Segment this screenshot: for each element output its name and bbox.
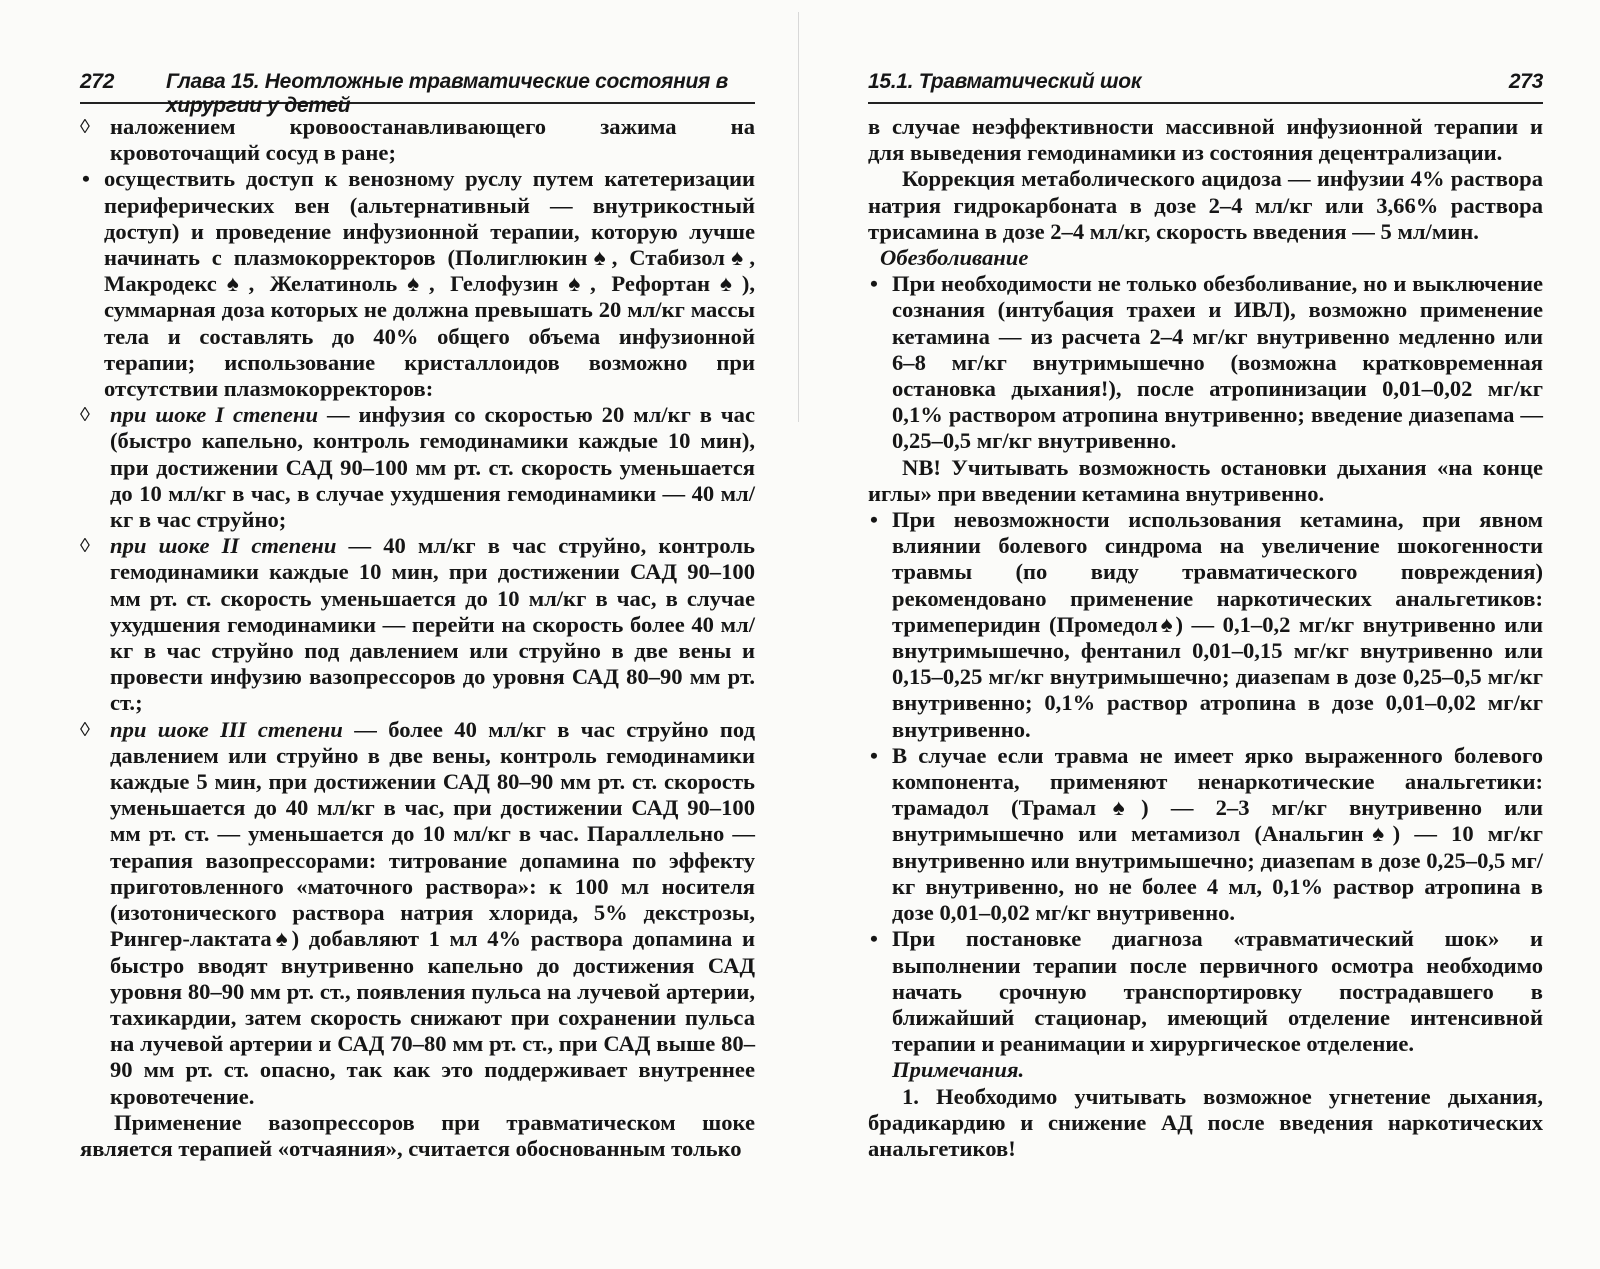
right-running-head	[868, 70, 1543, 104]
left-body-text	[80, 114, 755, 1162]
shock-3-lead: при шоке III степени	[110, 716, 343, 742]
diamond-item-clamp: ◊ наложением кровоостанавливающего зажима на кровоточащий сосуд в ране;	[80, 114, 755, 166]
shock-1-lead: при шоке I степени	[110, 402, 319, 428]
bullet-narcotic-analgesics: • При невозможности использования кетамина, при явном влиянии болевого синдрома на увеличение шокогенности травмы (по виду травматического повреждения) рекомендовано применение наркотических анальгетиков: тримеперидин (Промедол♠) — 0,1–0,2 мг/кг внутривенно или внутримышечно, фентанил 0,01–0,15 мг/кг внутривенно или 0,15–0,25 мг/кг внутримышечно; диазепам в дозе 0,25–0,5 мг/кг внутривенно; 0,1% раствор атропина в дозе 0,01–0,02 мг/кг внутривенно.	[868, 507, 1543, 743]
note-1: 1. Необходимо учитывать возможное угнетение дыхания, брадикардию и снижение АД после введения наркотических анальгетиков!	[868, 1083, 1543, 1161]
subheading-notes: Примечания.	[892, 1057, 1025, 1083]
paragraph-acidosis: Коррекция метаболического ацидоза — инфузии 4% раствора натрия гидрокарбоната в дозе 2–4 мл/кг или 3,66% раствора трисамина в дозе 2–4 мл/кг, скорость введения — 5 мл/мин.	[868, 166, 1543, 244]
right-body-text	[868, 114, 1543, 1162]
right-section-title: 15.1. Травматический шок	[868, 70, 1142, 93]
left-page	[80, 0, 755, 1269]
nb-paragraph: NB! Учитывать возможность остановки дыхания «на конце иглы» при введении кетамина внутривенно.	[868, 454, 1543, 506]
left-page-number: 272	[80, 70, 115, 93]
bullet-item-venous-access: • осуществить доступ к венозному руслу путем катетеризации периферических вен (альтернативный — внутрикостный доступ) и проведение инфузионной терапии, которую лучше начинать с плазмокорректоров (Полиглюкин♠, Стабизол♠, Макродекс♠, Желатиноль♠, Гелофузин♠, Рефортан♠), суммарная доза которых не должна превышать 20 мл/кг массы тела и составлять до 40% общего объема инфузионной терапии; использование кристаллоидов возможно при отсутствии плазмокорректоров:	[80, 166, 755, 402]
bullet-transport: • При постановке диагноза «травматический шок» и выполнении терапии после первичного осмотра необходимо начать срочную транспортировку пострадавшего в ближайший стационар, имеющий отделение интенсивной терапии и реанимации и хирургическое отделение.	[868, 926, 1543, 1057]
diamond-item-shock-3: ◊ при шоке III степени — более 40 мл/кг в час струйно под давлением или струйно в две вены, контроль гемодинамики каждые 5 мин, при достижении САД 80–90 мм рт. ст. скорость уменьшается до 40 мл/кг в час, при достижении САД 90–100 мм рт. ст. — уменьшается до 10 мл/кг в час. Параллельно — терапия вазопрессорами: титрование допамина по эффекту приготовленного «маточного раствора»: к 100 мл носителя (изотонического раствора натрия хлорида, 5% декстрозы, Рингер-лактата♠) добавляют 1 мл 4% раствора допамина и быстро вводят внутривенно капельно до достижения САД уровня 80–90 мм рт. ст., появления пульса на лучевой артерии, тахикардии, затем скорость снижают при сохранении пульса на лучевой артерии и САД 70–80 мм рт. ст., при САД выше 80–90 мм рт. ст. опасно, так как это поддерживает внутреннее кровотечение.	[80, 717, 755, 1110]
nb-label: NB!	[902, 454, 941, 480]
paragraph-vasopressors: Применение вазопрессоров при травматическом шоке является терапией «отчаяния», считается обоснованным только	[80, 1109, 755, 1161]
right-page-number: 273	[1508, 70, 1543, 93]
right-page	[868, 0, 1543, 1269]
diamond-item-shock-1: ◊ при шоке I степени — инфузия со скоростью 20 мл/кг в час (быстро капельно, контроль гемодинамики каждые 10 мин), при достижении САД 90–100 мм рт. ст. скорость уменьшается до 10 мл/кг в час, в случае ухудшения гемодинамики — 40 мл/кг в час струйно;	[80, 402, 755, 533]
shock-2-lead: при шоке II степени	[110, 533, 337, 559]
paragraph-continuation: в случае неэффективности массивной инфузионной терапии и для выведения гемодинамики из состояния децентрализации.	[868, 114, 1543, 166]
subheading-analgesia: Обезболивание	[880, 245, 1029, 271]
bullet-ketamine: • При необходимости не только обезболивание, но и выключение сознания (интубация трахеи и ИВЛ), возможно применение кетамина — из расчета 2–4 мг/кг внутривенно медленно или 6–8 мг/кг внутримышечно (возможна кратковременная остановка дыхания!), после атропинизации 0,01–0,02 мг/кг 0,1% раствором атропина внутривенно; введение диазепама — 0,25–0,5 мг/кг внутривенно.	[868, 271, 1543, 454]
diamond-item-shock-2: ◊ при шоке II степени — 40 мл/кг в час струйно, контроль гемодинамики каждые 10 мин, при достижении САД 90–100 мм рт. ст. скорость уменьшается до 10 мл/кг в час, в случае ухудшения гемодинамики — перейти на скорость более 40 мл/кг в час струйно под давлением или струйно в две вены и провести инфузию вазопрессоров до уровня САД 80–90 мм рт. ст.;	[80, 533, 755, 716]
bullet-non-narcotic-analgesics: • В случае если травма не имеет ярко выраженного болевого компонента, применяют ненаркотические анальгетики: трамадол (Трамал♠) — 2–3 мг/кг внутривенно или внутримышечно или метамизол (Анальгин♠) — 10 мг/кг внутривенно или внутримышечно; диазепам в дозе 0,25–0,5 мг/кг внутривенно, но не более 4 мл, 0,1% раствор атропина в дозе 0,01–0,02 мг/кг внутривенно.	[868, 743, 1543, 926]
left-chapter-title: Глава 15. Неотложные травматические состояния в хирургии у детей	[166, 70, 729, 117]
page-gutter-line	[798, 12, 800, 422]
left-running-head	[80, 70, 755, 117]
